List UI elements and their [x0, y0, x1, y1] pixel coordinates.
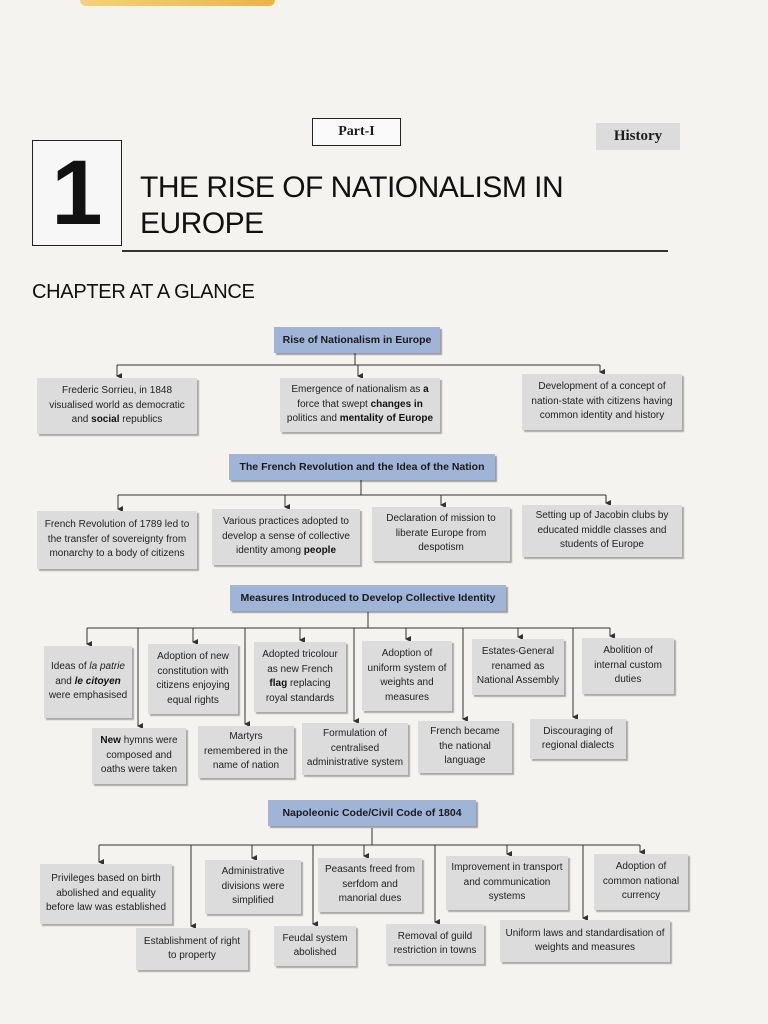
box-french-national-language: French became the national language — [418, 721, 512, 773]
box-estates-general: Estates-General renamed as National Assembly — [472, 639, 564, 695]
section-title: CHAPTER AT A GLANCE — [32, 281, 255, 303]
box-french-revolution-1789: French Revolution of 1789 led to the transfer of sovereignty from monarchy to a body of citizens — [37, 511, 197, 569]
chapter-title-line1: THE RISE OF NATIONALISM IN — [140, 171, 564, 204]
box-emergence-of-nationalism: Emergence of nationalism as a force that swept changes in politics and mentality of Europe — [280, 378, 440, 432]
box-internal-custom-duties: Abolition of internal custom duties — [582, 638, 674, 694]
box-declaration-of-mission: Declaration of mission to liberate Europe from despotism — [372, 507, 510, 561]
box-transport-communication: Improvement in transport and communication systems — [446, 856, 568, 910]
box-national-currency: Adoption of common national currency — [594, 854, 688, 910]
box-nation-state-concept: Development of a concept of nation-state with citizens having common identity and history — [522, 374, 682, 430]
box-frederic-sorrieu: Frederic Sorrieu, in 1848 visualised world as democratic and social republics — [37, 378, 197, 434]
box-feudal-system: Feudal system abolished — [274, 926, 356, 966]
box-tricolour-flag: Adopted tricolour as new French flag replacing royal standards — [254, 642, 346, 712]
box-privileges-abolished: Privileges based on birth abolished and equality before law was established — [40, 864, 172, 924]
section-header-collective-identity: Measures Introduced to Develop Collective Identity — [230, 585, 506, 611]
subject-badge: History — [596, 123, 680, 150]
box-collective-identity-practices: Various practices adopted to develop a sense of collective identity among people — [212, 509, 360, 565]
box-jacobin-clubs: Setting up of Jacobin clubs by educated middle classes and students of Europe — [522, 505, 682, 557]
box-right-to-property: Establishment of right to property — [136, 928, 248, 970]
box-la-patrie-le-citoyen: Ideas of la patrie and le citoyen were emphasised — [44, 646, 132, 718]
section-header-french-revolution: The French Revolution and the Idea of the Nation — [229, 454, 495, 480]
section-header-rise-of-nationalism: Rise of Nationalism in Europe — [274, 327, 440, 353]
box-new-hymns: New hymns were composed and oaths were taken — [92, 728, 186, 784]
part-label: Part-I — [312, 118, 401, 146]
box-peasants-freed: Peasants freed from serfdom and manorial dues — [318, 858, 422, 912]
box-uniform-laws: Uniform laws and standardisation of weights and measures — [500, 920, 670, 962]
box-administrative-divisions: Administrative divisions were simplified — [205, 860, 301, 914]
box-new-constitution: Adoption of new constitution with citizens enjoying equal rights — [148, 644, 238, 714]
box-uniform-weights: Adoption of uniform system of weights and measures — [362, 641, 452, 711]
box-guild-restriction: Removal of guild restriction in towns — [386, 924, 484, 964]
box-martyrs: Martyrs remembered in the name of nation — [198, 726, 294, 778]
box-regional-dialects: Discouraging of regional dialects — [530, 719, 626, 759]
chapter-title-line2: EUROPE — [140, 207, 264, 240]
chapter-number: 1 — [32, 140, 122, 246]
section-header-napoleonic-code: Napoleonic Code/Civil Code of 1804 — [268, 800, 476, 826]
box-centralised-admin: Formulation of centralised administrative system — [302, 723, 408, 775]
